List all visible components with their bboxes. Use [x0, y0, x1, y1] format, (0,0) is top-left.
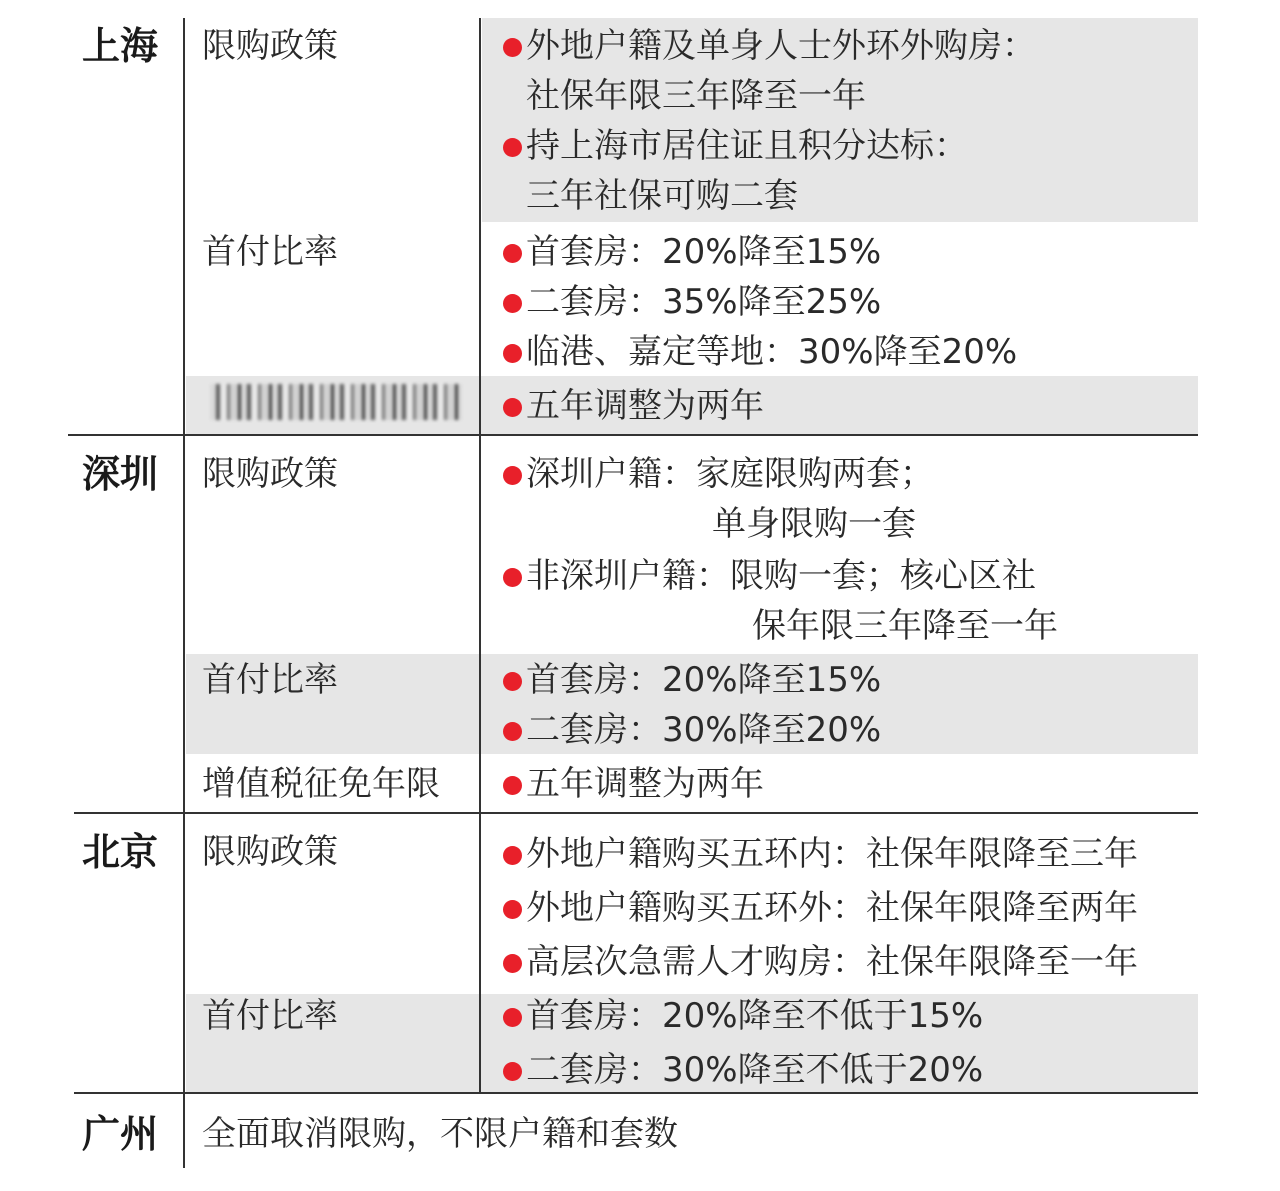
- label-beijing-purchase: 限购政策: [202, 832, 338, 872]
- city-shenzhen: 深圳: [82, 452, 159, 496]
- label-shanghai-purchase: 限购政策: [202, 26, 338, 66]
- bullet: [503, 568, 522, 587]
- city-shanghai: 上海: [82, 24, 159, 68]
- rule-after-shanghai: [68, 434, 1198, 436]
- rule-category-column: [479, 18, 481, 1093]
- bullet: [503, 776, 522, 795]
- shenzhen-downpay-item-2: 二套房：30%降至20%: [526, 710, 882, 750]
- bullet: [503, 38, 522, 57]
- bullet: [503, 722, 522, 741]
- shanghai-vat-item-1: 五年调整为两年: [526, 386, 764, 426]
- rule-after-shenzhen: [74, 812, 1198, 814]
- bullet: [503, 294, 522, 313]
- bullet: [503, 1008, 522, 1027]
- shanghai-downpay-item-3: 临港、嘉定等地：30%降至20%: [526, 332, 1018, 372]
- shenzhen-purchase-item-2-line-2: 保年限三年降至一年: [752, 606, 1058, 646]
- label-shanghai-vat-obscured: [210, 384, 462, 420]
- beijing-purchase-item-1: 外地户籍购买五环内：社保年限降至三年: [526, 834, 1138, 874]
- bullet: [503, 138, 522, 157]
- shanghai-purchase-item-2-line-2: 三年社保可购二套: [526, 176, 798, 216]
- beijing-downpay-item-1: 首套房：20%降至不低于15%: [526, 996, 984, 1036]
- bullet: [503, 244, 522, 263]
- shanghai-purchase-item-2-line-1: 持上海市居住证且积分达标：: [526, 126, 968, 166]
- label-shenzhen-vat: 增值税征免年限: [202, 764, 440, 804]
- label-beijing-downpay: 首付比率: [202, 996, 338, 1036]
- bullet: [503, 1062, 522, 1081]
- shenzhen-purchase-item-1-line-2: 单身限购一套: [712, 504, 916, 544]
- bullet: [503, 344, 522, 363]
- bullet: [503, 954, 522, 973]
- beijing-purchase-item-3: 高层次急需人才购房：社保年限降至一年: [526, 942, 1138, 982]
- shenzhen-vat-item-1: 五年调整为两年: [526, 764, 764, 804]
- shenzhen-purchase-item-1-line-1: 深圳户籍：家庭限购两套；: [526, 454, 934, 494]
- beijing-purchase-item-2: 外地户籍购买五环外：社保年限降至两年: [526, 888, 1138, 928]
- rule-city-column: [183, 18, 185, 1168]
- bullet: [503, 672, 522, 691]
- shenzhen-purchase-item-2-line-1: 非深圳户籍：限购一套；核心区社: [526, 556, 1036, 596]
- city-beijing: 北京: [82, 830, 159, 874]
- shanghai-downpay-item-2: 二套房：35%降至25%: [526, 282, 882, 322]
- bullet: [503, 466, 522, 485]
- bullet: [503, 846, 522, 865]
- label-shenzhen-downpay: 首付比率: [202, 660, 338, 700]
- shenzhen-downpay-item-1: 首套房：20%降至15%: [526, 660, 882, 700]
- bullet: [503, 398, 522, 417]
- rule-after-beijing: [74, 1092, 1198, 1094]
- beijing-downpay-item-2: 二套房：30%降至不低于20%: [526, 1050, 984, 1090]
- bullet: [503, 900, 522, 919]
- city-guangzhou: 广州: [82, 1112, 159, 1156]
- label-shanghai-downpay: 首付比率: [202, 232, 338, 272]
- label-shenzhen-purchase: 限购政策: [202, 454, 338, 494]
- guangzhou-policy: 全面取消限购，不限户籍和套数: [202, 1114, 678, 1154]
- shanghai-purchase-item-1-line-1: 外地户籍及单身人士外环外购房：: [526, 26, 1036, 66]
- shanghai-downpay-item-1: 首套房：20%降至15%: [526, 232, 882, 272]
- shanghai-purchase-item-1-line-2: 社保年限三年降至一年: [526, 76, 866, 116]
